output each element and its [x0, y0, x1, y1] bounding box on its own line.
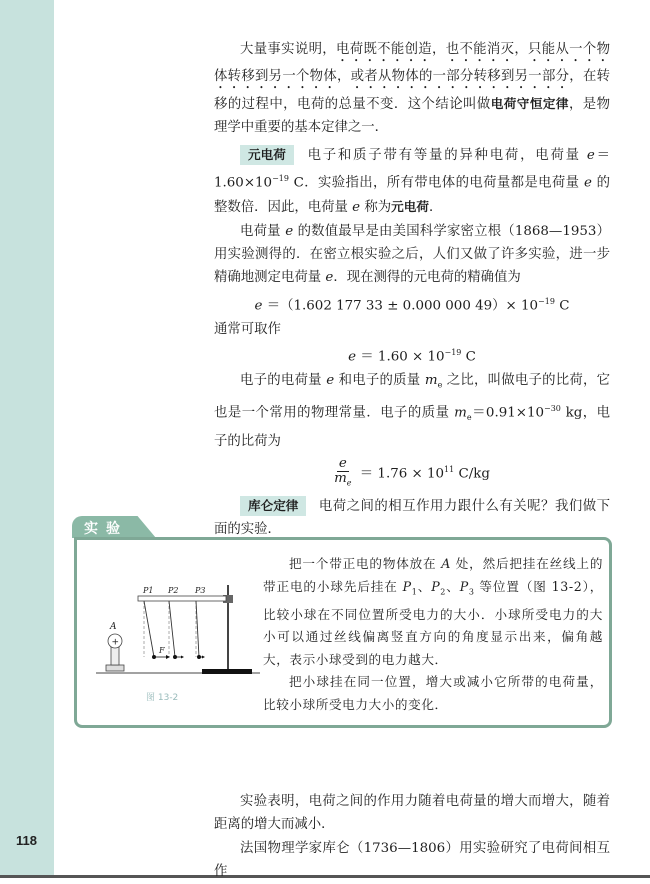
- svg-text:+: +: [111, 637, 120, 648]
- page-margin-band: [0, 0, 54, 878]
- pendulum-apparatus-diagram: [92, 585, 262, 705]
- main-text-top: [214, 38, 610, 541]
- svg-text:A: A: [110, 622, 117, 632]
- emphasized-statement: 电荷既不能创造，也不能消灭，只能从一个物体转移到另一个物体，或者从物体的一部分转移到另一部分: [214, 42, 611, 84]
- conclusion-paragraph: 实验表明，电荷之间的作用力随着电荷量的增大而增大，随着距离的增大而减小．: [214, 794, 610, 833]
- coulomb-paragraph: 库仑定律 电荷之间的相互作用力跟什么有关呢？我们做下面的实验．: [214, 497, 610, 537]
- main-text-bottom: [214, 790, 610, 884]
- experiment-paragraph-1: 把一个带正电的物体放在 A 处，然后把挂在丝线上的带正电的小球先后挂在 $P_1$、$P_2$、$P_3$ 等位置（图 13-2），比较小球在不同位置所受电力的大小．小球所受电力的大小可以通过丝线偏离竖直方向的角度显示出来，偏角越大，表示小球受到的电力越大．: [263, 556, 604, 667]
- svg-text:F: F: [159, 646, 165, 655]
- svg-text:P1: P1: [143, 586, 154, 595]
- formula-precise-e: e ＝（1.602 177 33 ± 0.000 000 $49)\times 10^{-19}$ C: [254, 296, 570, 314]
- term-elementary-charge: 元电荷: [391, 199, 429, 215]
- page-number: 118: [16, 833, 37, 848]
- experiment-tab-label: 实验: [84, 521, 128, 537]
- term-conservation-law: 电荷守恒定律: [490, 96, 569, 111]
- section-label-coulomb-law: 库仑定律: [240, 496, 306, 516]
- elementary-charge-paragraph: 元电荷 电子和质子带有等量的异种电荷，电荷量 $e=1.60\times 10^{-19}$ C．实验指出，所有带电体的电荷量都是电荷量 e 的整数倍．因此，电荷量 e 称为元电荷．: [214, 146, 610, 216]
- coulomb-history-paragraph: 法国物理学家库仑（1736—1806）用实验研究了电荷间相互作: [214, 840, 610, 880]
- fraction-e-over-me: $\frac{e}{m_e}$: [334, 455, 352, 488]
- conservation-paragraph: 大量事实说明，电荷既不能创造，也不能消灭，只能从一个物体转移到另一个物体，或者从物体的一部分转移到另一部分，在转移的过程中，电荷的总量不变．这个结论叫做电荷守恒定律，是物理学中重要的基本定律之一．: [214, 42, 611, 136]
- svg-text:P2: P2: [168, 586, 179, 595]
- svg-text:P3: P3: [195, 586, 206, 595]
- experiment-text: [263, 553, 603, 716]
- specific-charge-paragraph: 电子的电荷量 e 和电子的质量 $m_e$ 之比，叫做电子的比荷，它也是一个常用的物理常量．电子的质量 $m_e=0.91\times 10^{-30}$ kg，电子的比荷为: [214, 372, 610, 449]
- section-label-elementary-charge: 元电荷: [240, 145, 294, 165]
- experiment-paragraph-2: 把小球挂在同一位置，增大或减小它所带的电荷量，比较小球所受电力大小的变化．: [263, 674, 603, 712]
- figure-13-2: [92, 585, 262, 705]
- usually-text: 通常可取作: [214, 321, 281, 337]
- formula-approx-e: $e = 1.60 \times 10^{-19}$ C: [348, 348, 476, 365]
- formula-specific-charge: $\frac{e}{m_e}$ ＝ $1.76 \times 10^{11}$ C/kg: [214, 457, 610, 491]
- millikan-paragraph: 电荷量 e 的数值最早是由美国科学家密立根（1868—1953）用实验测得的．在密立根实验之后，人们又做了许多实验，进一步精确地测定电荷量 e．现在测得的元电荷的精确值为: [214, 223, 610, 286]
- figure-caption: 图 13-2: [146, 693, 179, 703]
